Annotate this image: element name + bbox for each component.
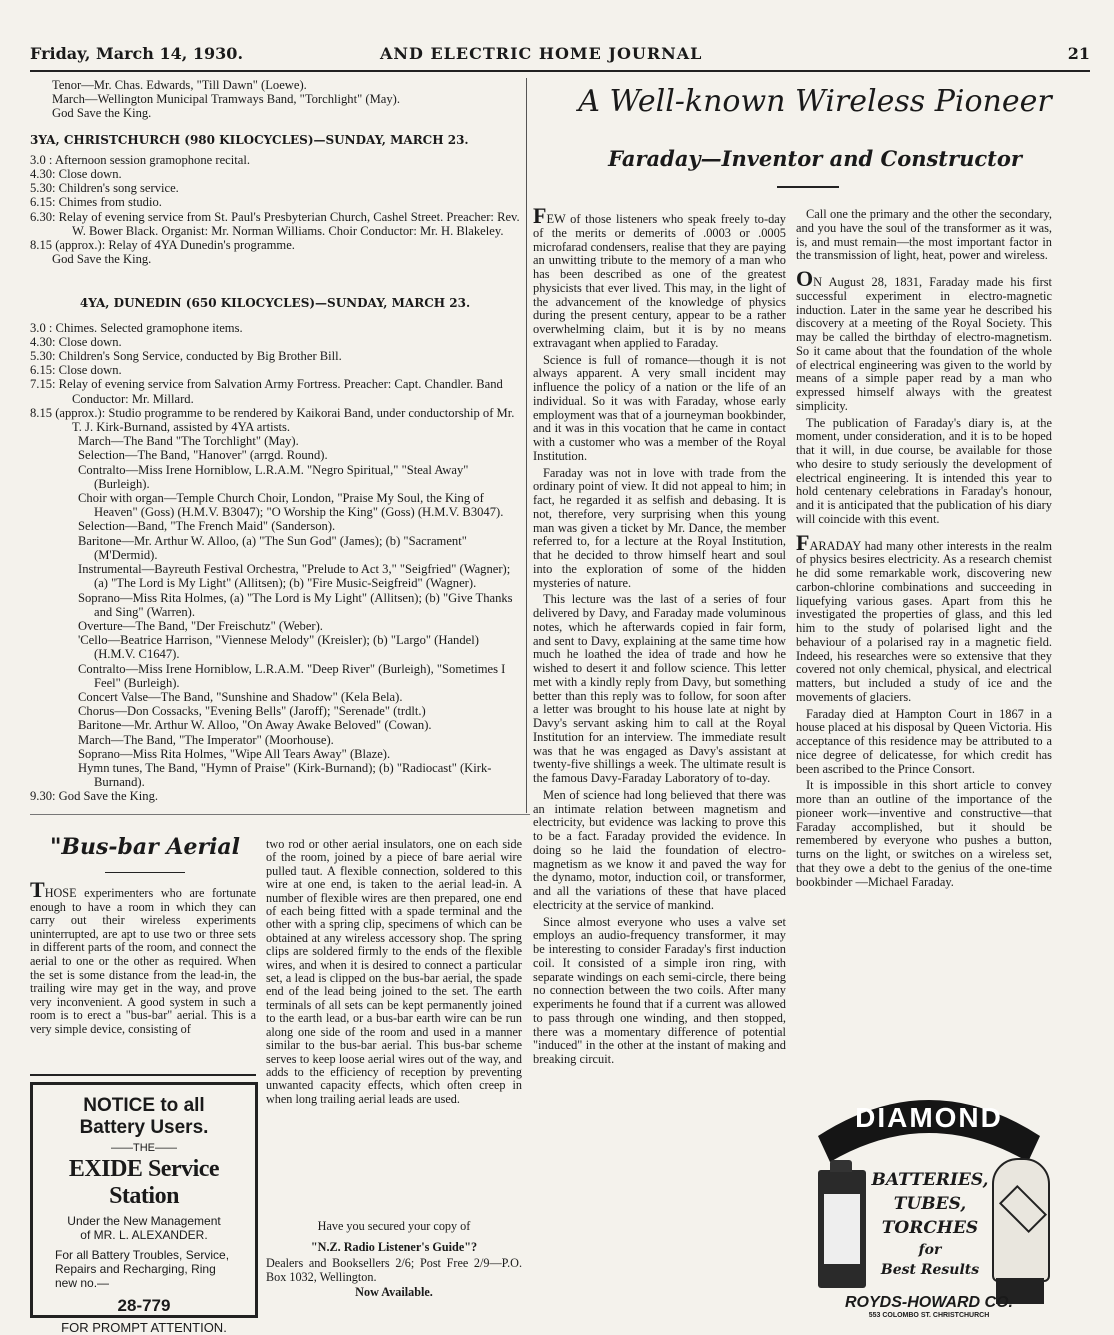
diamond-address: 553 COLOMBO ST. CHRISTCHURCH [868, 1312, 990, 1319]
article-subtitle: Faraday—Inventor and Constructor [608, 146, 1022, 171]
busbar-text: two rod or other aerial insulators, one on each side of the room, joined by a piece of bare aerial wire pulled taut. A flexible connection, soldered to this wire at one end, is taken to the aerial lead-in. A number of flexible wires are then prepared, one end of each being fitted with a spade terminal and the other with a spring clip, specimens of which can be obtained at any wireless accessory shop. The spring clips are soldered firmly to the ends of the flexible wires, and when it is desired to connect a particular set, a lead is clipped on the bus-bar aerial, the spade end of the lead being joined to the set. The earth terminals of all sets can be kept permanently joined to the earth lead, or a bus-bar earth wire can be run along one side of the room and used in a manner similar to the bus-bar aerial. This bus-bar scheme serves to keep loose aerial wires out of the way, and adds to the efficiency of reception by preventing unwanted capacity effects, which often creep in when long trailing aerial leads are used. [266, 837, 522, 1106]
busbar-title: "Bus-bar Aerial [49, 834, 241, 860]
article-paragraph [533, 916, 786, 1067]
diamond-line: BATTERIES, [871, 1170, 989, 1190]
notice-manager: of MR. L. ALEXANDER. [80, 1228, 208, 1242]
guide-prices: Dealers and Booksellers 2/6; Post Free 2/9—P.O. Box 1032, Wellington. [266, 1256, 522, 1284]
header-rule [30, 70, 1090, 72]
drop-cap: F [796, 529, 810, 555]
prog-line: Concert Valse—The Band, "Sunshine and Shadow" (Kela Bela). [78, 689, 403, 704]
prog-line: 5.30: Children's song service. [30, 181, 179, 196]
guide-question: Have you secured your copy of [317, 1219, 471, 1233]
notice-top-rule [30, 1074, 256, 1076]
prog-line: Selection—Band, "The French Maid" (Sanderson). [78, 519, 336, 534]
article-title-rule [777, 186, 839, 188]
drop-cap: T [30, 877, 45, 902]
prog-line: Tenor—Mr. Chas. Edwards, "Till Dawn" (Loewe). [52, 78, 307, 92]
paragraph-text: ARADAY had many other interests in the realm of physics besires electricity. As a research chemist he did some remarkable work, discovering new carbon-chlorine combinations and succeeding in liquefying various gases. Apart from this he investigated the properties of glass, and this led him to the study of polarised light and the behaviour of a polarised ray in a magnetic field. Indeed, his researches were so extensive that they covered not only chemical, physical, and electrical matters, but included a study of ice and the movements of glaciers. [796, 538, 1052, 704]
prog-line: Choir with organ—Temple Church Choir, London, "Praise My Soul, the King of Heaven" (Goss) (H.M.V. B3047); "O Worship the King" (Goss) (H.M.V. B3047). [78, 491, 504, 520]
station-heading-3ya: 3YA, CHRISTCHURCH (980 KILOCYCLES)—SUNDAY, MARCH 23. [30, 132, 469, 147]
article-paragraph [533, 354, 786, 464]
prog-line: Baritone—Mr. Arthur W. Alloo, "On Away Awake Beloved" (Cowan). [78, 718, 432, 733]
prog-line: 6.15: Chimes from studio. [30, 195, 162, 210]
programme-listings [30, 78, 520, 804]
article-paragraph [533, 593, 786, 786]
article-paragraph [796, 708, 1052, 777]
diamond-line: Best Results [880, 1262, 980, 1278]
paragraph-text: EW of those listeners who speak freely to-day of the merits or demerits of .0003 or .0005 microfarad condensers, realise that they are paying an unwitting tribute to the memory of a man who has been described as one of the greatest physicists that ever lived. This may, in the light of the advancement of the knowledge of physics during the present century, appear to be a rather overwhelming claim, but it is by no means extravagant when applied to Faraday. [533, 212, 786, 350]
prog-line: 6.30: Relay of evening service from St. Paul's Presbyterian Church, Cashel Street. Preacher: Rev. W. Bower Black. Organist: Mr. Norman Williams. Choir Conductor: Mr. H. Blakeley. [30, 209, 520, 238]
paragraph-text: Call one the primary and the other the secondary, and you have the soul of the transformer as it was, is, and must remain—the most important factor in the transmission of light, heat, power and wireless. [796, 207, 1052, 263]
prog-line: 5.30: Children's Song Service, conducted by Big Brother Bill. [30, 349, 342, 364]
diamond-line: TORCHES [881, 1218, 979, 1238]
header-date: Friday, March 14, 1930. [30, 44, 244, 63]
section-rule [30, 814, 530, 815]
prog-line: 9.30: God Save the King. [30, 789, 159, 804]
busbar-para [30, 877, 256, 1037]
prog-line: Baritone—Mr. Arthur W. Alloo, (a) "The Sun God" (James); (b) "Sacrament" (M'Dermid). [78, 533, 467, 562]
battery-image [818, 1170, 866, 1288]
prog-line: March—The Band "The Torchlight" (May). [78, 434, 299, 449]
diamond-company: ROYDS-HOWARD CO. [845, 1294, 1013, 1311]
page-header [30, 44, 1090, 70]
tube-image [992, 1158, 1050, 1282]
diamond-line: for [918, 1242, 942, 1258]
prog-line: Contralto—Miss Irene Horniblow, L.R.A.M. "Deep River" (Burleigh), "Sometimes I Feel" (Burleigh). [78, 661, 506, 690]
prog-line: 4.30: Close down. [30, 167, 122, 182]
prog-line: 6.15: Close down. [30, 363, 122, 378]
column-divider [526, 78, 527, 813]
paragraph-text: Faraday died at Hampton Court in 1867 in a house placed at his disposal by Queen Victoria. His acceptance of this residence may be attributed to a nice degree of delicatesse, for which credit has been ascribed to the Prince Consort. [796, 706, 1052, 776]
paragraph-text: Faraday was not in love with trade from the ordinary point of view. It did not appeal to him; in fact, he regarded it as selfish and debasing. It is not, therefore, very surprising when this young man was given a ticket by Mr. Dance, the member referred to, for a lecture at the Royal Institution, that he decided to throw himself heart and soul into the exploration of some of the hidden mysteries of nature. [533, 465, 786, 590]
paragraph-text: This lecture was the last of a series of four delivered by Davy, and Faraday made voluminous notes, which he afterwards copied in fair form, and sent to Davy, explaining at the same time how much he loathed the idea of trade and how he wished to desert it and follow science. This letter met with a kindly reply from Davy, but something better than this reply was to follow, for soon after a letter was brought to his house late at night by Davy's servant asking him to call at the Royal Institution for an interview. The immediate result was that he was engaged as Davy's assistant at twenty-five shillings a week. The ultimate result is the famous Davy-Faraday Laboratory of to-day. [533, 592, 786, 785]
prog-line: 3.0 : Afternoon session gramophone recital. [30, 152, 250, 167]
busbar-col2 [266, 838, 522, 1109]
drop-cap: F [533, 203, 547, 228]
guide-notice [266, 1218, 522, 1301]
prog-line: March—The Band, "The Imperator" (Moorhouse). [78, 732, 334, 747]
article-paragraph [796, 779, 1052, 889]
article-paragraph [533, 203, 786, 351]
paragraph-text: Science is full of romance—though it is not always apparent. A very small incident may influence the policy of a nation or the life of an individual. So it was with Faraday, whose early employment was that of a journeyman bookbinder, and it was in this vocation that he came in contact with a customer who was a member of the Royal Institution. [533, 352, 786, 463]
exide-notice-box [30, 1082, 258, 1335]
station-heading-4ya: 4YA, DUNEDIN (650 KILOCYCLES)—SUNDAY, MARCH 23. [79, 296, 471, 311]
paragraph-text: N August 28, 1831, Faraday made his first successful experiment in electro-magnetic induction. Later in the same year he described his discovery at a meeting of the Royal Society. This may be called the birthday of electro-magnetism. So it came about that the foundation of the whole of electrical engineering was given to the world by means of a simple paper read by a man who expressed himself always with the greatest simplicity. [796, 275, 1052, 413]
diamond-copy [870, 1170, 990, 1278]
article-paragraph [796, 208, 1052, 263]
prog-line: God Save the King. [52, 106, 152, 121]
article-paragraph [796, 529, 1052, 705]
notice-the: ——THE—— [111, 1142, 177, 1154]
prog-line: Contralto—Miss Irene Horniblow, L.R.A.M. "Negro Spiritual," "Steal Away" (Burleigh). [78, 462, 469, 491]
prog-line: Selection—The Band, "Hanover" (arrgd. Round). [78, 448, 328, 463]
diamond-ad [800, 1078, 1058, 1319]
notice-exide: EXIDE Service Station [68, 1156, 220, 1209]
header-page-number: 21 [1067, 44, 1090, 63]
article-paragraph [796, 266, 1052, 414]
prog-line: Instrumental—Bayreuth Festival Orchestra, "Prelude to Act 3," "Seigfried" (Wagner); (a) "The Lord is My Light" (Allitsen); (b) "Fire Music-Seigfreid" (Wagner). [78, 562, 511, 591]
prog-line: Chorus—Don Cossacks, "Evening Bells" (Jaroff); "Serenade" (trdlt.) [78, 704, 426, 719]
busbar-col1 [30, 877, 256, 1040]
prog-line: 8.15 (approx.): Studio programme to be rendered by Kaikorai Band, under conductorship of Mr. T. J. Kirk-Burnand, assisted by 4YA artists. [30, 405, 515, 435]
article-paragraph [533, 467, 786, 591]
notice-line2: Battery Users. [79, 1117, 209, 1138]
prog-line: God Save the King. [52, 252, 152, 267]
article-column-b [796, 208, 1052, 892]
prog-line: Soprano—Miss Rita Holmes, "Wipe All Tears Away" (Blaze). [78, 746, 391, 761]
paragraph-text: Men of science had long believed that there was an intimate relation between magnetism and electricity, but evidence was lacking to prove this to be a fact. Faraday provided the evidence. In doing so he laid the foundation of electro-magnetism as we know it and paved the way for the dynamo, motor, induction coil, or transformer, and all the variations of these that have placed electricity at the service of mankind. [533, 787, 786, 912]
prog-line: 8.15 (approx.): Relay of 4YA Dunedin's programme. [30, 238, 295, 253]
prog-line: 7.15: Relay of evening service from Salvation Army Fortress. Preacher: Capt. Chandler. Band Conductor: Mr. Millard. [30, 377, 503, 406]
busbar-title-rule [105, 872, 185, 873]
paragraph-text: Since almost everyone who uses a valve set employs an audio-frequency transformer, it may be interesting to consider Faraday's first induction coil. It consisted of a simple iron ring, with separate windings on each semi-circle, there being no connection between the two coils. After many experiments he found that if a current was allowed to pass through one winding, and then stopped, there was a momentary difference of potential "induced" in the other at the instant of making and breaking circuit. [533, 914, 786, 1066]
article-column-a [533, 203, 786, 1070]
guide-availability: Now Available. [355, 1285, 433, 1299]
prog-line: March—Wellington Municipal Tramways Band, "Torchlight" (May). [52, 92, 401, 107]
article-title: A Well-known Wireless Pioneer [578, 84, 1052, 119]
article-paragraph [796, 417, 1052, 527]
prog-line: 3.0 : Chimes. Selected gramophone items. [30, 320, 243, 335]
header-journal: AND ELECTRIC HOME JOURNAL [380, 44, 703, 63]
article-paragraph [533, 789, 786, 913]
prog-line: Soprano—Miss Rita Holmes, (a) "The Lord is My Light" (Allitsen); (b) "Give Thanks and Sing" (Warren). [78, 590, 513, 619]
notice-prompt: FOR PROMPT ATTENTION. [61, 1320, 227, 1335]
prog-line: 'Cello—Beatrice Harrison, "Viennese Melody" (Kreisler); (b) "Largo" (Handel) (H.M.V. C1647). [78, 633, 479, 662]
prog-line: Hymn tunes, The Band, "Hymn of Praise" (Kirk-Burnand); (b) "Radiocast" (Kirk-Burnand). [78, 760, 492, 790]
prog-top [30, 78, 520, 121]
prog-line: 4.30: Close down. [30, 334, 122, 349]
notice-services: For all Battery Troubles, Service, Repairs and Recharging, Ring new no.— [55, 1248, 230, 1290]
prog-line: Overture—The Band, "Der Freischutz" (Weber). [78, 618, 323, 633]
busbar-text: HOSE experimenters who are fortunate enough to have a room in which they can carry out their wireless experiments uninterrupted, are apt to use two or three sets in different parts of the room, and connect the aerial to one or the other as required. When the set is some distance from the lead-in, the trailing wire may get in the way, and prove very inconvenient. A good system in such a room is to erect a "bus-bar" aerial. This is a very simple device, consisting of [30, 886, 256, 1036]
diamond-brand: DIAMOND [855, 1102, 1003, 1133]
diamond-line: TUBES, [893, 1194, 967, 1214]
notice-phone: 28-779 [117, 1296, 171, 1315]
drop-cap: O [796, 266, 814, 291]
paragraph-text: It is impossible in this short article to convey more than an outline of the importance of the pioneer work—inventive and constructive—that Faraday accomplished, but it should be remembered by everyone who pushes a button, turns on the light, or switches on a wireless set, that they owe a debt to the genius of the one-time bookbinder —Michael Faraday. [796, 778, 1052, 889]
notice-line1: NOTICE to all [83, 1095, 205, 1116]
guide-title: "N.Z. Radio Listener's Guide"? [310, 1240, 478, 1254]
notice-management: Under the New Management [67, 1214, 221, 1228]
paragraph-text: The publication of Faraday's diary is, at the moment, under consideration, and it is to be hoped that it will, in due course, be available for those who desire to study seriously the development of electrical engineering. It is intended this year to hold centenary celebrations in Faraday's honour, and it is anticipated that the publication of his diary will coincide with this event. [796, 415, 1052, 526]
